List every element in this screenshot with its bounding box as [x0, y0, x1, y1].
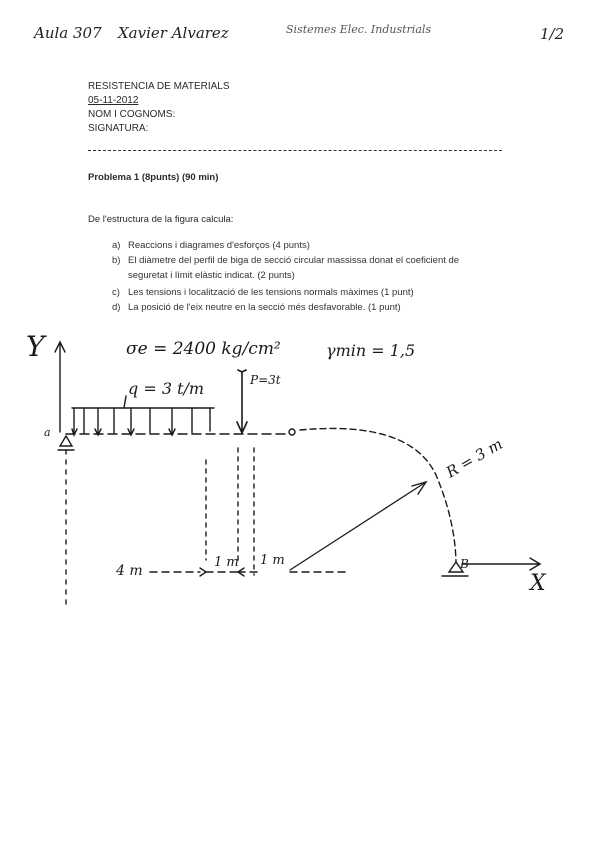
x-axis-label: X	[530, 571, 546, 596]
task-a: a) Reaccions i diagrames d'esforços (4 punts)	[112, 240, 310, 251]
subject-name: Sistemes Elec. Industrials	[286, 23, 432, 36]
y-axis-label: Y	[26, 330, 45, 363]
dimension-1-label: 4 m	[116, 563, 143, 579]
sigma-e-label: σe = 2400 kg/cm²	[126, 339, 281, 359]
support-b-label: B	[460, 557, 469, 571]
radius-line	[290, 482, 426, 570]
exam-date: 05-11-2012	[88, 95, 139, 106]
course-title: RESISTENCIA DE MATERIALS	[88, 81, 230, 92]
distributed-load-label: q = 3 t/m	[128, 379, 205, 398]
task-c: c) Les tensions i localització de les tensions normals màximes (1 punt)	[112, 287, 414, 298]
dimension-3-label: 1 m	[260, 553, 285, 568]
gamma-min-label: γmin = 1,5	[326, 341, 416, 360]
problem-title: Problema 1 (8punts) (90 min)	[88, 172, 219, 183]
x-axis-arrow	[462, 558, 540, 570]
point-load-label: P=3t	[250, 373, 281, 387]
point-load-arrow	[237, 370, 247, 433]
y-axis-arrow	[55, 342, 65, 432]
support-a	[58, 436, 74, 450]
support-a-label: a	[44, 426, 51, 439]
distributed-load	[72, 396, 214, 435]
dimension-2-label: 1 m	[214, 555, 239, 570]
radius-label: R = 3 m	[443, 434, 506, 482]
page-number: 1/2	[540, 25, 565, 43]
room-label: Aula 307	[34, 24, 102, 42]
arc-member	[300, 428, 456, 562]
task-b: b) El diàmetre del perfil de biga de secció circular massissa donat el coeficient de	[112, 255, 460, 266]
task-d: d) La posició de l'eix neutre en la secció més desfavorable. (1 punt)	[112, 302, 401, 313]
task-b-continued: seguretat i límit elàstic indicat. (2 punts)	[128, 270, 295, 281]
signature-field-label: SIGNATURA:	[88, 123, 149, 134]
name-field-label: NOM I COGNOMS:	[88, 109, 176, 120]
student-name: Xavier Alvarez	[118, 24, 229, 42]
problem-intro: De l'estructura de la figura calcula:	[88, 214, 234, 225]
